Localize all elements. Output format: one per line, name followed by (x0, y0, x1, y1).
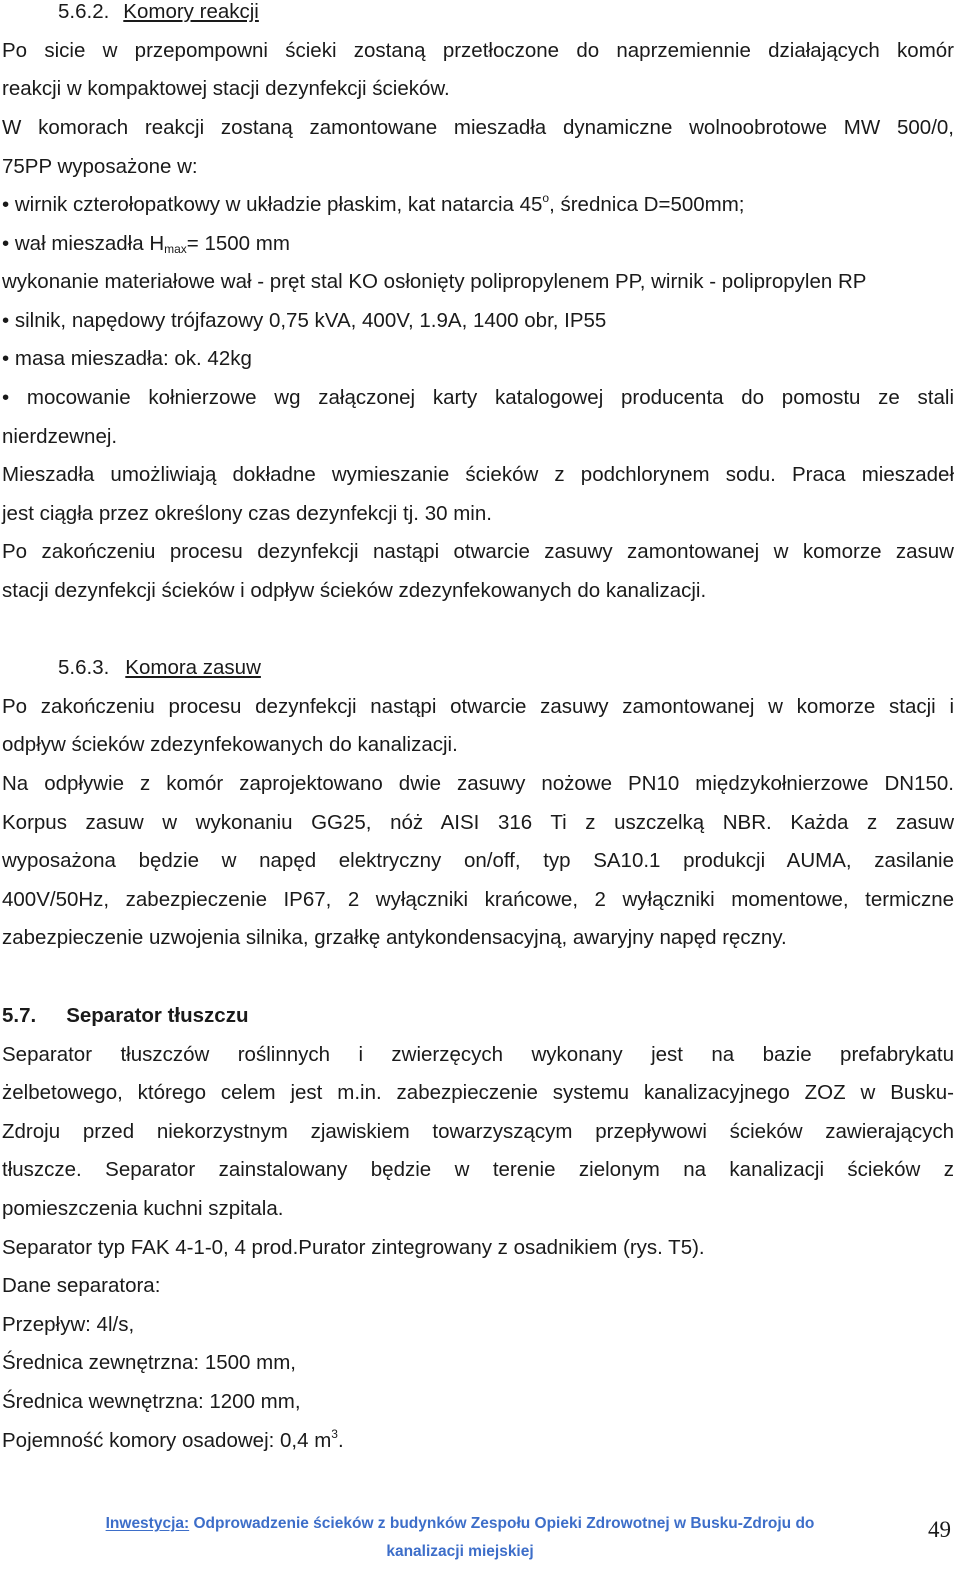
capacity-text-rest: . (337, 1429, 344, 1452)
paragraph-line: odpływ ścieków zdezynfekowanych do kanalizacji. (2, 733, 458, 756)
section-title: Komory reakcji (123, 0, 259, 23)
paragraph-line: reakcji w kompaktowej stacji dezynfekcji ścieków. (2, 77, 450, 100)
bullet-text: • wał mieszadła H (2, 232, 165, 255)
paragraph-line: nierdzewnej. (2, 425, 118, 448)
bullet-masa: • masa mieszadła: ok. 42kg (2, 347, 252, 370)
separator-flow: Przepływ: 4l/s, (2, 1313, 135, 1336)
footer-investment-line1 (60, 1514, 860, 1534)
paragraph-line: Po zakończeniu procesu dezynfekcji nastąpi otwarcie zasuwy zamontowanej w komorze stacji i (2, 695, 954, 718)
footer-text: Odprowadzenie ścieków z budynków Zespołu Opieki Zdrowotnej w Busku-Zdroju do (189, 1515, 815, 1532)
section-number: 5.6.2. (58, 0, 110, 23)
bullet-text-rest: , średnica D=500mm; (549, 193, 745, 216)
paragraph-line: Zdroju przed niekorzystnym zjawiskiem towarzyszącym przepływowi ścieków zawierających (2, 1120, 954, 1143)
section-5-6-3-heading (58, 656, 261, 680)
paragraph-line: Po zakończeniu procesu dezynfekcji nastąpi otwarcie zasuwy zamontowanej w komorze zasuw (2, 540, 954, 563)
paragraph-line: tłuszcze. Separator zainstalowany będzie w terenie zielonym na kanalizacji ścieków z (2, 1158, 954, 1181)
section-5-7-heading (2, 1004, 248, 1028)
paragraph-line: 75PP wyposażone w: (2, 155, 198, 178)
bullet-text-rest: = 1500 mm (186, 232, 290, 255)
paragraph-line: W komorach reakcji zostaną zamontowane mieszadła dynamiczne wolnoobrotowe MW 500/0, (2, 116, 954, 139)
paragraph-line: 400V/50Hz, zabezpieczenie IP67, 2 wyłączniki krańcowe, 2 wyłączniki momentowe, termiczne (2, 888, 954, 911)
paragraph-line: Po sicie w przepompowni ścieki zostaną przetłoczone do naprzemiennie działających komór (2, 39, 954, 62)
paragraph-line: wyposażona będzie w napęd elektryczny on/off, typ SA10.1 produkcji AUMA, zasilanie (2, 849, 954, 872)
max-sub: max (164, 242, 187, 256)
section-title: Komora zasuw (125, 656, 261, 679)
bullet-wal (2, 232, 954, 256)
separator-data-label: Dane separatora: (2, 1274, 161, 1297)
cubic-sup: 3 (331, 1427, 338, 1441)
section-title: Separator tłuszczu (66, 1004, 249, 1027)
degree-sup: o (542, 191, 550, 205)
paragraph-line: stacji dezynfekcji ścieków i odpływ ścieków zdezynfekowanych do kanalizacji. (2, 579, 707, 602)
section-5-6-2-heading (58, 0, 259, 24)
paragraph-line: Separator tłuszczów roślinnych i zwierzęcych wykonany jest na bazie prefabrykatu (2, 1043, 954, 1066)
separator-outer-diameter: Średnica zewnętrzna: 1500 mm, (2, 1351, 296, 1374)
section-number: 5.6.3. (58, 656, 110, 679)
separator-capacity (2, 1429, 954, 1453)
paragraph-line: zabezpieczenie uzwojenia silnika, grzałkę antykondensacyjną, awaryjny napęd ręczny. (2, 926, 787, 949)
paragraph-line: jest ciągła przez określony czas dezynfekcji tj. 30 min. (2, 502, 492, 525)
separator-type: Separator typ FAK 4-1-0, 4 prod.Purator zintegrowany z osadnikiem (rys. T5). (2, 1236, 705, 1259)
paragraph-line: wykonanie materiałowe wał - pręt stal KO osłonięty polipropylenem PP, wirnik - polipropylen RP (2, 270, 867, 293)
bullet-mocowanie: • mocowanie kołnierzowe wg załączonej karty katalogowej producenta do pomostu ze stali (2, 386, 954, 409)
paragraph-line: pomieszczenia kuchni szpitala. (2, 1197, 284, 1220)
page-number: 49 (928, 1517, 951, 1542)
paragraph-line: Mieszadła umożliwiają dokładne wymieszanie ścieków z podchlorynem sodu. Praca mieszadeł (2, 463, 954, 486)
separator-inner-diameter: Średnica wewnętrzna: 1200 mm, (2, 1390, 301, 1413)
capacity-text: Pojemność komory osadowej: 0,4 m (2, 1429, 332, 1452)
bullet-text: • wirnik czterołopatkowy w układzie płaskim, kat natarcia 45 (2, 193, 543, 216)
section-number: 5.7. (2, 1004, 37, 1027)
bullet-wirnik (2, 193, 954, 217)
bullet-silnik: • silnik, napędowy trójfazowy 0,75 kVA, 400V, 1.9A, 1400 obr, IP55 (2, 309, 607, 332)
footer-label: Inwestycja: (105, 1515, 190, 1532)
paragraph-line: Korpus zasuw w wykonaniu GG25, nóż AISI 316 Ti z uszczelką NBR. Każda z zasuw (2, 811, 954, 834)
paragraph-line: Na odpływie z komór zaprojektowano dwie zasuwy nożowe PN10 międzykołnierzowe DN150. (2, 772, 954, 795)
paragraph-line: żelbetowego, którego celem jest m.in. zabezpieczenie systemu kanalizacyjnego ZOZ w Busku- (2, 1081, 954, 1104)
footer-investment-line2: kanalizacji miejskiej (386, 1543, 534, 1560)
